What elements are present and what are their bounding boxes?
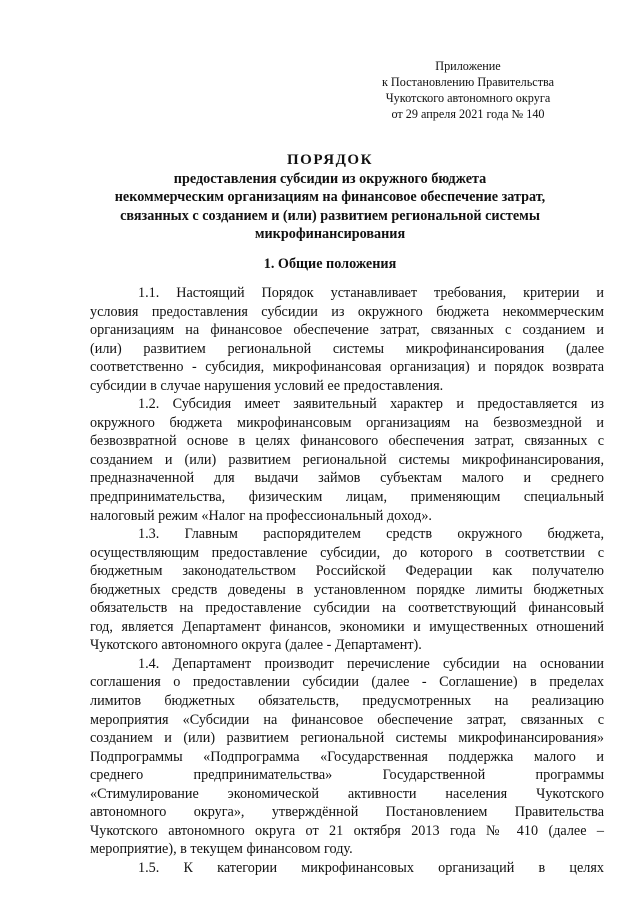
paragraph-line: автономного округа», утверждённой Постановлением Правительства xyxy=(90,804,604,821)
paragraph-line: осуществляющим предоставление субсидии, до которого в соответствии с xyxy=(90,544,604,561)
appendix-line: от 29 апреля 2021 года № 140 xyxy=(391,107,545,121)
paragraph-line: 1.1. Настоящий Порядок устанавливает требования, критерии и xyxy=(138,285,604,301)
appendix-line: к Постановлению Правительства xyxy=(381,75,555,89)
paragraph-line: Чукотского автономного округа (далее - Департамент). xyxy=(90,637,422,654)
paragraph-line: организациям на финансовое обеспечение затрат, связанных с созданием и xyxy=(90,322,604,339)
section-heading: 1. Общие положения xyxy=(263,256,397,272)
paragraph-line: налоговый режим «Налог на профессиональный доход». xyxy=(90,507,432,524)
paragraph-line: 1.3. Главным распорядителем средств окружного бюджета, xyxy=(138,526,604,543)
paragraph-line: (или) развитием региональной системы микрофинансирования (далее xyxy=(90,340,604,357)
paragraph-line: условия предоставления субсидии из окружного бюджета некоммерческим xyxy=(90,303,604,320)
paragraph-line: безвозвратной основе в целях финансового обеспечения затрат, связанных с xyxy=(90,433,604,450)
paragraph-line: Чукотского автономного округа от 21 октября 2013 года № 410 (далее – xyxy=(90,822,604,839)
body-text xyxy=(90,284,604,878)
appendix-line: Чукотского автономного округа xyxy=(385,91,551,105)
document-title-block xyxy=(60,151,600,244)
paragraph-line: окружного бюджета микрофинансовым организациям на безвозмездной и xyxy=(90,414,604,431)
paragraph-line: 1.5. К категории микрофинансовых организаций в целях xyxy=(138,859,604,876)
paragraph-line: обязательств на предоставление субсидии на соответствующий финансовый xyxy=(90,600,604,617)
paragraph-line: «Стимулирование экономической активности населения Чукотского xyxy=(90,785,604,802)
paragraph-line: предназначенной для выдачи займов субъектам малого и среднего xyxy=(90,470,604,487)
paragraph-line: субсидии в случае нарушения условий ее предоставления. xyxy=(90,377,444,394)
paragraph-line: бюджетным законодательством Российской Федерации как получателю xyxy=(90,563,604,580)
paragraph-line: созданием и (или) развитием региональной системы микрофинансирования, xyxy=(90,451,604,468)
paragraph-line: Подпрограммы «Подпрограмма «Государственная поддержка малого и xyxy=(90,748,604,765)
document-subtitle xyxy=(60,170,600,244)
paragraph-line: 1.2. Субсидия имеет заявительный характер и предоставляется из xyxy=(138,396,604,413)
paragraph-line: созданием и (или) развитием региональной системы микрофинансирования» xyxy=(90,730,604,747)
appendix-line: Приложение xyxy=(435,59,501,73)
paragraph-line: 1.4. Департамент производит перечисление субсидии на основании xyxy=(138,655,604,672)
subtitle-line: микрофинансирования xyxy=(254,226,406,243)
paragraph-line: предпринимательства, физическим лицам, применяющим специальный xyxy=(90,489,604,506)
paragraph-line: мероприятия «Субсидии на финансовое обеспечение затрат, связанных с xyxy=(90,711,604,728)
subtitle-line: связанных с созданием и (или) развитием региональной системы xyxy=(120,207,540,224)
paragraph-line: соглашения о предоставлении субсидии (далее - Соглашение) в пределах xyxy=(90,674,604,691)
paragraph-line: мероприятие), в текущем финансовом году. xyxy=(90,841,353,858)
paragraph-line: соответственно - субсидия, микрофинансовая организация) и порядок возврата xyxy=(90,359,604,376)
paragraph-line: среднего предпринимательства» Государственной программы xyxy=(90,767,604,784)
paragraph-line: год, является Департамент финансов, экономики и имущественных отношений xyxy=(90,618,604,635)
subtitle-line: предоставления субсидии из окружного бюджета xyxy=(173,171,487,187)
appendix-header xyxy=(338,58,598,122)
document-title: ПОРЯДОК xyxy=(287,152,373,168)
paragraph-line: бюджетных средств доведены в установленном порядке лимиты бюджетных xyxy=(90,581,604,598)
paragraph-line: лимитов бюджетных обязательств, предусмотренных на реализацию xyxy=(90,693,604,710)
subtitle-line: некоммерческим организациям на финансовое обеспечение затрат, xyxy=(114,189,546,206)
